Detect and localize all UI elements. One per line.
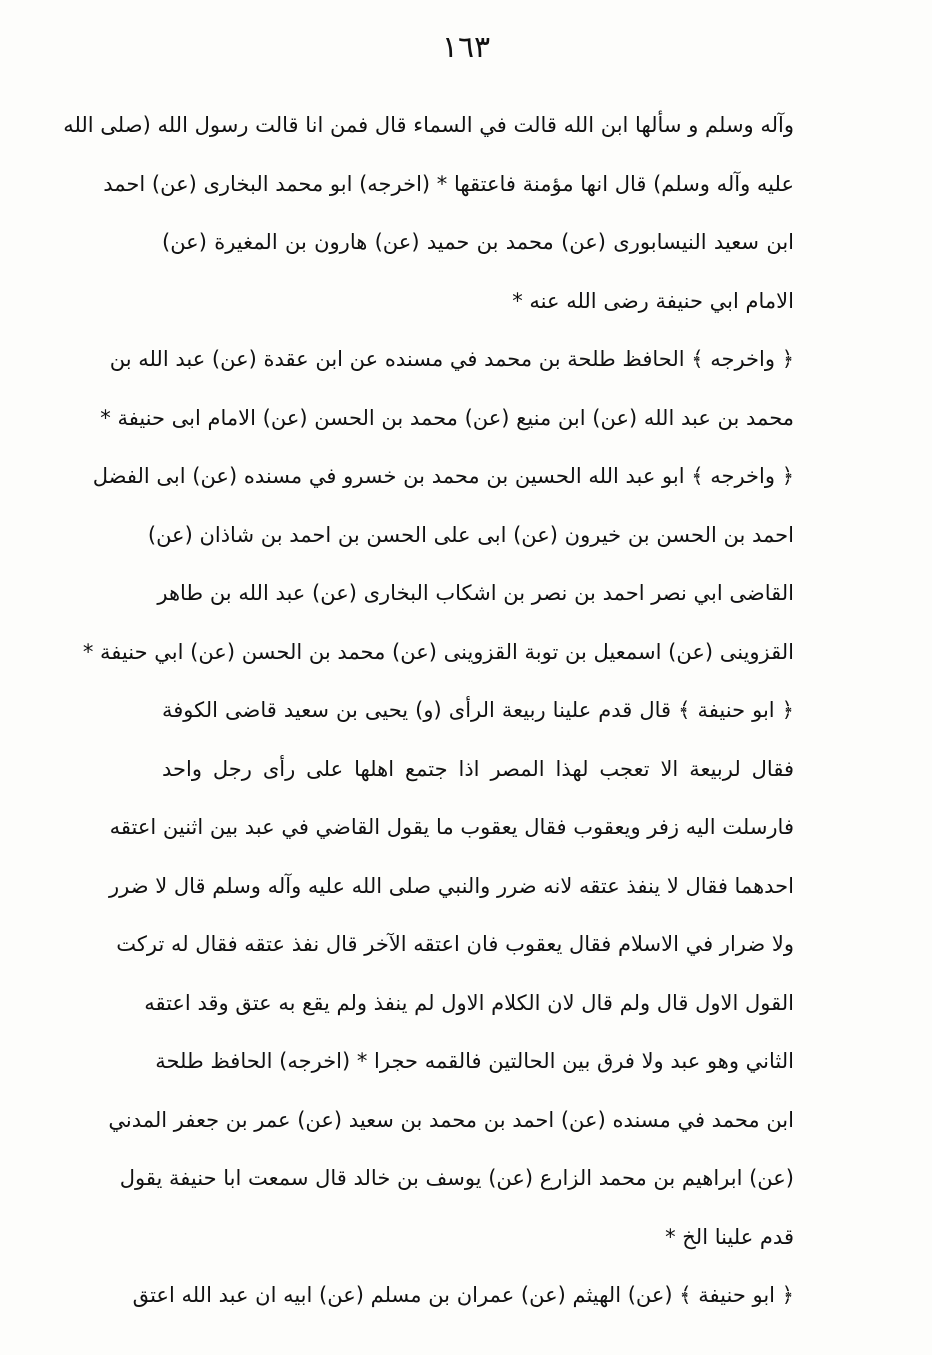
text-line: القول الاول قال ولم قال لان الكلام الاول لم ينفذ ولم يقع به عتق وقد اعتقه [144, 990, 794, 1015]
text-body [63, 96, 794, 1325]
text-line: ﴿ ابو حنيفة ﴾ (عن) الهيثم (عن) عمران بن مسلم (عن) ابيه ان عبد الله اعتق [132, 1283, 794, 1307]
text-line: الثاني وهو عبد ولا فرق بين الحالتين فالقمه حجرا * (اخرجه) الحافظ طلحة [155, 1049, 794, 1073]
text-line: وآله وسلم و سألها ابن الله قالت في السماء قال فمن انا قالت رسول الله (صلى الله [63, 113, 794, 137]
text-line: القزوينى (عن) اسمعيل بن توبة القزوينى (عن) محمد بن الحسن (عن) ابي حنيفة * [82, 639, 794, 664]
text-line: ﴿ واخرجه ﴾ الحافظ طلحة بن محمد في مسنده عن ابن عقدة (عن) عبد الله بن [109, 347, 794, 371]
text-line: محمد بن عبد الله (عن) ابن منيع (عن) محمد بن الحسن (عن) الامام ابى حنيفة * [100, 405, 794, 430]
text-line: احدهما فقال لا ينفذ عتقه لانه ضرر والنبي صلى الله عليه وآله وسلم قال لا ضرر [109, 873, 794, 898]
text-line: ابن محمد في مسنده (عن) احمد بن محمد بن سعيد (عن) عمر بن جعفر المدني [108, 1107, 794, 1132]
text-line: فقال لربيعة الا تعجب لهذا المصر اذا جتمع اهلها على رأى رجل واحد [162, 756, 794, 781]
page-number: ١٦٣ [441, 30, 491, 65]
text-line: عليه وآله وسلم) قال انها مؤمنة فاعتقها * (اخرجه) ابو محمد البخارى (عن) احمد [103, 171, 794, 196]
text-line: قدم علينا الخ * [665, 1224, 794, 1249]
text-line: ﴿ واخرجه ﴾ ابو عبد الله الحسين بن محمد بن خسرو في مسنده (عن) ابى الفضل [92, 464, 794, 488]
text-line: احمد بن الحسن بن خيرون (عن) ابى على الحسن بن احمد بن شاذان (عن) [147, 522, 794, 547]
text-line: فارسلت اليه زفر ويعقوب فقال يعقوب ما يقول القاضي في عبد بين اثنين اعتقه [109, 815, 794, 839]
text-line: القاضى ابي نصر احمد بن نصر بن اشكاب البخارى (عن) عبد الله بن طاهر [157, 581, 794, 605]
text-line: (عن) ابراهيم بن محمد الزارع (عن) يوسف بن خالد قال سمعت ابا حنيفة يقول [119, 1166, 794, 1190]
text-line: ابن سعيد النيسابورى (عن) محمد بن حميد (عن) هارون بن المغيرة (عن) [162, 230, 794, 254]
text-line: ولا ضرار في الاسلام فقال يعقوب فان اعتقه الآخر قال نفذ عتقه فقال له تركت [116, 932, 794, 956]
text-line: ﴿ ابو حنيفة ﴾ قال قدم علينا ربيعة الرأى (و) يحيى بن سعيد قاضى الكوفة [162, 698, 794, 722]
text-line: الامام ابي حنيفة رضى الله عنه * [512, 288, 794, 313]
